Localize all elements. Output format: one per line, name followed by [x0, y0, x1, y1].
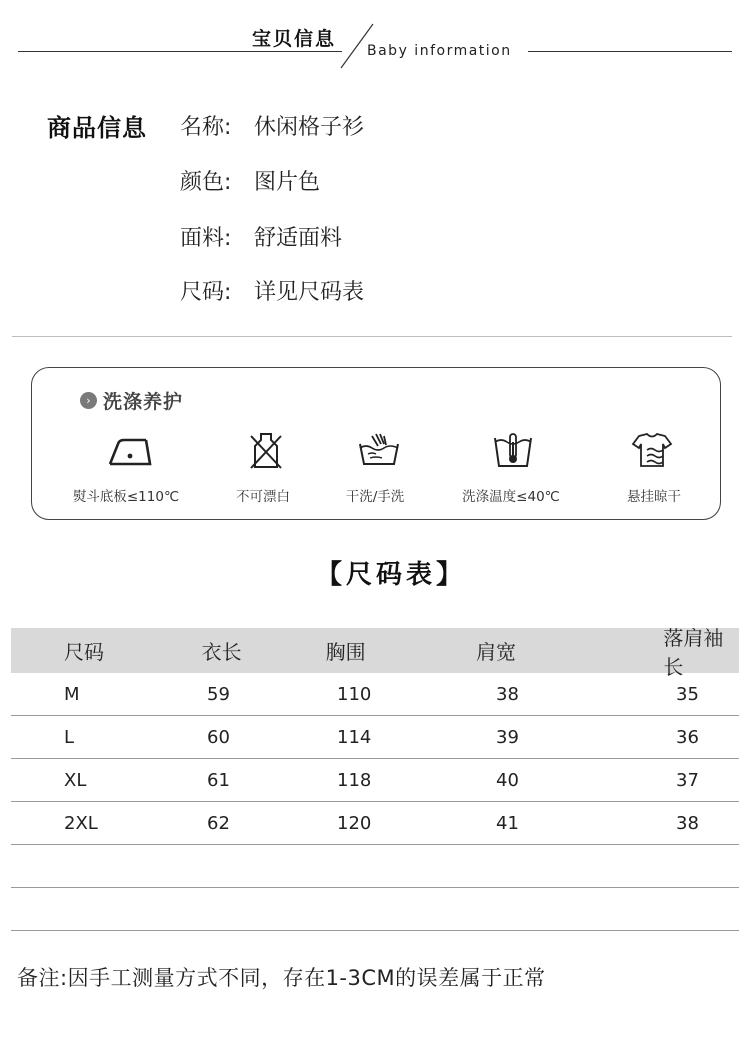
- column-header: 肩宽: [476, 640, 517, 664]
- table-cell: 110: [337, 683, 372, 705]
- care-label: 悬挂晾干: [627, 489, 681, 505]
- table-cell: 35: [676, 683, 699, 705]
- size-chart-title: 【尺码表】: [316, 560, 467, 590]
- table-cell: L: [64, 726, 75, 748]
- column-header: 尺码: [64, 640, 104, 664]
- section-divider: [12, 336, 732, 337]
- table-cell: 59: [207, 683, 230, 705]
- info-row-fabric: [180, 221, 342, 252]
- table-cell: 41: [496, 812, 519, 834]
- iron-icon: [106, 430, 152, 470]
- info-row-size: [180, 275, 364, 306]
- table-cell: 120: [337, 812, 372, 834]
- care-label: 干洗/手洗: [345, 489, 405, 505]
- care-title: 洗涤养护: [103, 391, 184, 413]
- table-cell: XL: [64, 769, 87, 791]
- column-header: 胸围: [325, 640, 366, 664]
- section-title-baby-info: 宝贝信息: [252, 28, 337, 50]
- info-label: 名称:: [180, 115, 232, 140]
- size-table: [11, 625, 739, 931]
- empty-row: [11, 845, 739, 888]
- table-header: [11, 625, 739, 679]
- header-rule-left: [18, 51, 342, 52]
- table-cell: 40: [496, 769, 519, 791]
- care-label: 洗涤温度≤40℃: [462, 489, 560, 505]
- table-cell: 38: [496, 683, 519, 705]
- column-header: 落肩袖长: [663, 625, 724, 679]
- no-bleach-icon: [243, 430, 289, 470]
- info-value: 图片色: [254, 170, 321, 195]
- care-heading: [80, 387, 183, 414]
- info-row-name: [180, 110, 364, 141]
- info-row-color: [180, 165, 320, 196]
- hang-dry-icon: [629, 430, 675, 470]
- table-cell: 114: [337, 726, 372, 748]
- care-label: 熨斗底板≤110℃: [72, 489, 180, 505]
- info-value: 舒适面料: [254, 226, 343, 251]
- table-cell: 39: [496, 726, 519, 748]
- info-value: 详见尺码表: [254, 280, 365, 305]
- table-row: [11, 716, 739, 759]
- table-cell: 37: [676, 769, 699, 791]
- table-cell: 62: [207, 812, 230, 834]
- chevron-right-icon: ›: [80, 392, 97, 409]
- info-label: 尺码:: [180, 280, 232, 305]
- header-rule-right: [528, 51, 732, 52]
- table-row: [11, 802, 739, 845]
- product-info-heading: 商品信息: [47, 114, 147, 142]
- table-cell: 36: [676, 726, 699, 748]
- table-cell: 60: [207, 726, 230, 748]
- table-cell: 38: [676, 812, 699, 834]
- table-cell: 2XL: [64, 812, 98, 834]
- care-label: 不可漂白: [236, 489, 290, 505]
- info-label: 面料:: [180, 226, 232, 251]
- wash-temperature-icon: [490, 430, 536, 470]
- table-row: [11, 759, 739, 802]
- measurement-note: 备注:因手工测量方式不同，存在1-3CM的误差属于正常: [17, 966, 546, 990]
- section-subtitle: Baby information: [367, 43, 512, 59]
- table-cell: M: [64, 683, 80, 705]
- hand-wash-icon: [356, 430, 402, 470]
- empty-row: [11, 888, 739, 931]
- table-cell: 61: [207, 769, 230, 791]
- info-label: 颜色:: [180, 170, 232, 195]
- column-header: 衣长: [201, 640, 242, 664]
- info-value: 休闲格子衫: [254, 115, 365, 140]
- table-cell: 118: [337, 769, 372, 791]
